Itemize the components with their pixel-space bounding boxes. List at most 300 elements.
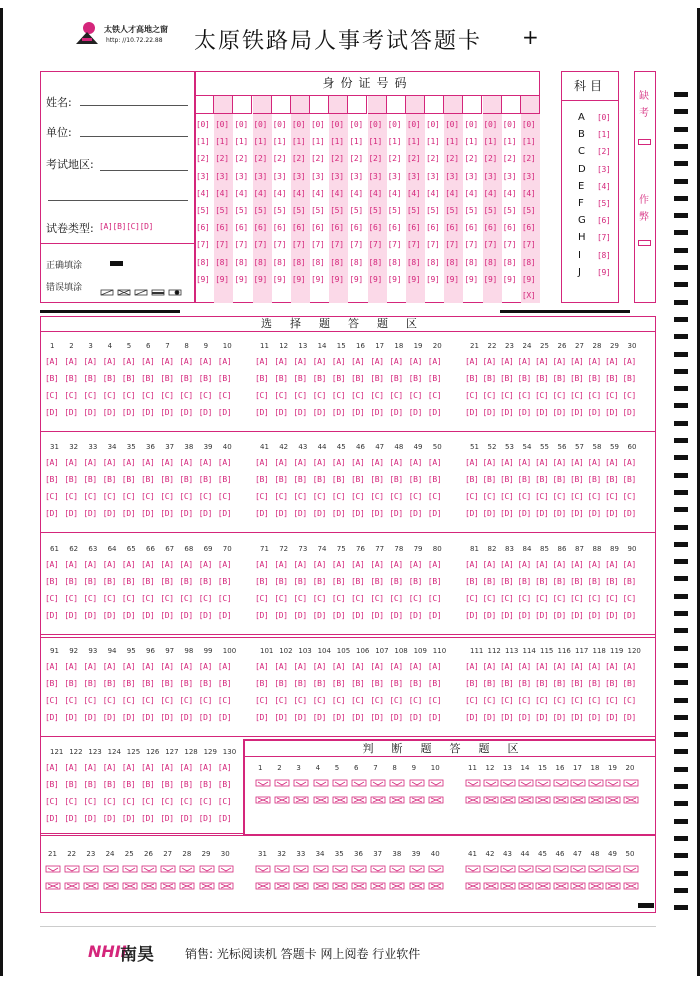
- choice-bubble[interactable]: [C]: [45, 696, 59, 705]
- judge-bubbles[interactable]: [332, 865, 348, 897]
- id-bubble[interactable]: [4]: [291, 188, 306, 198]
- choice-bubble[interactable]: [B]: [64, 780, 78, 789]
- choice-bubble[interactable]: [B]: [217, 374, 232, 383]
- subject-bubble[interactable]: [9]: [597, 267, 611, 277]
- choice-bubble[interactable]: [C]: [160, 696, 174, 705]
- id-bubble[interactable]: [9]: [349, 274, 363, 284]
- choice-bubble[interactable]: [B]: [587, 679, 602, 688]
- choice-bubble[interactable]: [A]: [121, 662, 136, 671]
- id-bubble[interactable]: [1]: [483, 137, 498, 147]
- choice-bubble[interactable]: [C]: [312, 492, 327, 501]
- choice-bubble[interactable]: [C]: [64, 797, 78, 806]
- choice-bubble[interactable]: [D]: [605, 611, 619, 620]
- id-bubble[interactable]: [9]: [406, 274, 421, 284]
- id-bubble[interactable]: [6]: [349, 223, 363, 233]
- id-bubble[interactable]: [4]: [406, 188, 421, 198]
- choice-bubble[interactable]: [A]: [331, 560, 346, 569]
- choice-bubble[interactable]: [B]: [389, 679, 403, 688]
- choice-bubble[interactable]: [B]: [121, 679, 136, 688]
- choice-bubble[interactable]: [A]: [622, 357, 637, 366]
- id-bubble[interactable]: [5]: [253, 206, 268, 215]
- choice-bubble[interactable]: [D]: [274, 509, 288, 518]
- choice-bubble[interactable]: [D]: [121, 408, 136, 417]
- choice-bubble[interactable]: [C]: [351, 391, 365, 400]
- choice-bubble[interactable]: [C]: [255, 696, 269, 705]
- id-bubble[interactable]: [7]: [234, 240, 248, 250]
- id-bubble[interactable]: [8]: [330, 257, 344, 267]
- judge-bubbles[interactable]: [623, 865, 639, 897]
- choice-bubble[interactable]: [D]: [160, 713, 174, 722]
- choice-bubble[interactable]: [B]: [370, 475, 384, 484]
- choice-bubble[interactable]: [C]: [517, 696, 532, 705]
- id-bubble[interactable]: [4]: [196, 188, 210, 198]
- choice-bubble[interactable]: [A]: [517, 357, 532, 366]
- choice-bubble[interactable]: [D]: [370, 509, 384, 518]
- choice-bubble[interactable]: [C]: [500, 594, 514, 603]
- choice-bubble[interactable]: [D]: [141, 611, 155, 620]
- choice-bubble[interactable]: [B]: [370, 679, 384, 688]
- id-digit-write-cell[interactable]: [463, 96, 482, 114]
- choice-bubble[interactable]: [A]: [217, 763, 232, 772]
- choice-bubble[interactable]: [B]: [293, 374, 307, 383]
- choice-bubble[interactable]: [A]: [570, 458, 584, 467]
- choice-bubble[interactable]: [B]: [517, 475, 532, 484]
- id-bubble[interactable]: [1]: [426, 137, 440, 147]
- id-bubble[interactable]: [0]: [445, 120, 459, 129]
- choice-bubble[interactable]: [B]: [331, 577, 346, 586]
- choice-bubble[interactable]: [A]: [198, 357, 213, 366]
- choice-bubble[interactable]: [A]: [312, 357, 327, 366]
- choice-bubble[interactable]: [C]: [217, 391, 232, 400]
- choice-bubble[interactable]: [D]: [160, 509, 174, 518]
- choice-bubble[interactable]: [D]: [408, 509, 423, 518]
- choice-bubble[interactable]: [A]: [482, 458, 497, 467]
- id-bubble[interactable]: [6]: [215, 223, 229, 233]
- choice-bubble[interactable]: [C]: [312, 696, 327, 705]
- id-bubble[interactable]: [7]: [349, 240, 363, 250]
- choice-bubble[interactable]: [D]: [482, 713, 497, 722]
- choice-bubble[interactable]: [A]: [160, 357, 174, 366]
- id-bubble[interactable]: [3]: [253, 171, 268, 181]
- choice-bubble[interactable]: [D]: [121, 611, 136, 620]
- choice-bubble[interactable]: [C]: [587, 492, 602, 501]
- choice-bubble[interactable]: [D]: [389, 713, 403, 722]
- choice-bubble[interactable]: [D]: [331, 611, 346, 620]
- choice-bubble[interactable]: [D]: [312, 509, 327, 518]
- choice-bubble[interactable]: [B]: [312, 577, 327, 586]
- id-bubble[interactable]: [1]: [330, 137, 344, 147]
- choice-bubble[interactable]: [C]: [408, 391, 423, 400]
- choice-bubble[interactable]: [D]: [312, 408, 327, 417]
- choice-bubble[interactable]: [B]: [274, 475, 288, 484]
- name-field[interactable]: [80, 105, 188, 106]
- choice-bubble[interactable]: [A]: [570, 357, 584, 366]
- choice-bubble[interactable]: [D]: [517, 611, 532, 620]
- choice-bubble[interactable]: [C]: [121, 391, 136, 400]
- choice-bubble[interactable]: [C]: [198, 696, 213, 705]
- id-bubble[interactable]: [6]: [291, 223, 306, 233]
- id-bubble[interactable]: [7]: [502, 240, 517, 250]
- judge-bubbles[interactable]: [141, 865, 157, 897]
- choice-bubble[interactable]: [A]: [121, 763, 136, 772]
- choice-bubble[interactable]: [A]: [552, 560, 567, 569]
- choice-bubble[interactable]: [B]: [408, 475, 423, 484]
- choice-bubble[interactable]: [D]: [427, 611, 442, 620]
- judge-bubbles[interactable]: [409, 779, 425, 811]
- id-bubble[interactable]: [2]: [445, 154, 459, 164]
- choice-bubble[interactable]: [A]: [517, 458, 532, 467]
- id-bubble[interactable]: [2]: [215, 154, 229, 164]
- choice-bubble[interactable]: [D]: [45, 509, 59, 518]
- choice-bubble[interactable]: [C]: [587, 696, 602, 705]
- subject-bubble[interactable]: [8]: [597, 250, 611, 260]
- choice-bubble[interactable]: [B]: [622, 577, 637, 586]
- choice-bubble[interactable]: [A]: [622, 560, 637, 569]
- choice-bubble[interactable]: [D]: [274, 713, 288, 722]
- judge-bubbles[interactable]: [605, 865, 621, 897]
- choice-bubble[interactable]: [B]: [45, 374, 59, 383]
- choice-bubble[interactable]: [A]: [83, 458, 97, 467]
- choice-bubble[interactable]: [D]: [500, 509, 514, 518]
- choice-bubble[interactable]: [D]: [102, 814, 117, 823]
- judge-bubbles[interactable]: [274, 779, 290, 811]
- judge-bubbles[interactable]: [199, 865, 215, 897]
- id-bubble[interactable]: [5]: [445, 206, 459, 215]
- choice-bubble[interactable]: [C]: [121, 492, 136, 501]
- choice-bubble[interactable]: [B]: [622, 475, 637, 484]
- id-bubble[interactable]: [1]: [387, 137, 402, 147]
- choice-bubble[interactable]: [C]: [102, 696, 117, 705]
- choice-bubble[interactable]: [C]: [121, 594, 136, 603]
- choice-bubble[interactable]: [C]: [198, 594, 213, 603]
- choice-bubble[interactable]: [A]: [160, 560, 174, 569]
- id-digit-write-cell[interactable]: [329, 96, 348, 114]
- choice-bubble[interactable]: [A]: [370, 458, 384, 467]
- choice-bubble[interactable]: [D]: [605, 713, 619, 722]
- choice-bubble[interactable]: [C]: [141, 391, 155, 400]
- choice-bubble[interactable]: [D]: [622, 509, 637, 518]
- choice-bubble[interactable]: [D]: [517, 713, 532, 722]
- subject-bubble[interactable]: [3]: [597, 164, 611, 174]
- choice-bubble[interactable]: [D]: [179, 814, 193, 823]
- choice-bubble[interactable]: [A]: [552, 458, 567, 467]
- id-bubble[interactable]: [0]: [234, 120, 248, 129]
- choice-bubble[interactable]: [C]: [408, 492, 423, 501]
- choice-bubble[interactable]: [C]: [622, 696, 637, 705]
- choice-bubble[interactable]: [D]: [370, 713, 384, 722]
- choice-bubble[interactable]: [A]: [293, 458, 307, 467]
- id-bubble[interactable]: [2]: [483, 154, 498, 164]
- id-bubble[interactable]: [6]: [272, 223, 287, 233]
- id-bubble[interactable]: [2]: [349, 154, 363, 164]
- choice-bubble[interactable]: [C]: [482, 492, 497, 501]
- id-bubble[interactable]: [9]: [387, 274, 402, 284]
- choice-bubble[interactable]: [D]: [389, 509, 403, 518]
- choice-bubble[interactable]: [B]: [622, 679, 637, 688]
- id-bubble[interactable]: [1]: [349, 137, 363, 147]
- choice-bubble[interactable]: [B]: [141, 780, 155, 789]
- id-bubble[interactable]: [4]: [426, 188, 440, 198]
- id-bubble[interactable]: [7]: [215, 240, 229, 250]
- choice-bubble[interactable]: [C]: [408, 696, 423, 705]
- id-bubble[interactable]: [9]: [234, 274, 248, 284]
- id-bubble[interactable]: [6]: [234, 223, 248, 233]
- id-bubble[interactable]: [1]: [445, 137, 459, 147]
- id-bubble[interactable]: [7]: [253, 240, 268, 250]
- choice-bubble[interactable]: [C]: [64, 391, 78, 400]
- choice-bubble[interactable]: [B]: [622, 374, 637, 383]
- choice-bubble[interactable]: [A]: [351, 662, 365, 671]
- id-bubble[interactable]: [1]: [196, 137, 210, 147]
- id-bubble[interactable]: [7]: [426, 240, 440, 250]
- choice-bubble[interactable]: [A]: [535, 458, 549, 467]
- choice-bubble[interactable]: [A]: [217, 357, 232, 366]
- choice-bubble[interactable]: [C]: [255, 594, 269, 603]
- choice-bubble[interactable]: [C]: [83, 391, 97, 400]
- choice-bubble[interactable]: [D]: [500, 408, 514, 417]
- choice-bubble[interactable]: [D]: [198, 509, 213, 518]
- choice-bubble[interactable]: [C]: [179, 797, 193, 806]
- choice-bubble[interactable]: [B]: [605, 475, 619, 484]
- choice-bubble[interactable]: [B]: [45, 780, 59, 789]
- choice-bubble[interactable]: [A]: [605, 662, 619, 671]
- choice-bubble[interactable]: [C]: [622, 391, 637, 400]
- choice-bubble[interactable]: [D]: [102, 509, 117, 518]
- choice-bubble[interactable]: [A]: [293, 662, 307, 671]
- id-bubble[interactable]: [8]: [311, 257, 325, 267]
- judge-bubbles[interactable]: [465, 779, 481, 811]
- choice-bubble[interactable]: [A]: [370, 560, 384, 569]
- choice-bubble[interactable]: [D]: [179, 509, 193, 518]
- judge-bubbles[interactable]: [255, 779, 271, 811]
- id-bubble[interactable]: [6]: [330, 223, 344, 233]
- choice-bubble[interactable]: [A]: [274, 662, 288, 671]
- judge-bubbles[interactable]: [518, 779, 534, 811]
- id-bubble[interactable]: [2]: [291, 154, 306, 164]
- choice-bubble[interactable]: [C]: [179, 594, 193, 603]
- choice-bubble[interactable]: [C]: [141, 797, 155, 806]
- id-bubble[interactable]: [5]: [196, 206, 210, 215]
- choice-bubble[interactable]: [C]: [535, 594, 549, 603]
- id-bubble[interactable]: [7]: [272, 240, 287, 250]
- choice-bubble[interactable]: [A]: [141, 357, 155, 366]
- judge-bubbles[interactable]: [553, 865, 569, 897]
- id-digit-write-cell[interactable]: [406, 96, 425, 114]
- choice-bubble[interactable]: [C]: [370, 391, 384, 400]
- choice-bubble[interactable]: [C]: [408, 594, 423, 603]
- choice-bubble[interactable]: [B]: [83, 475, 97, 484]
- judge-bubbles[interactable]: [370, 779, 386, 811]
- choice-bubble[interactable]: [B]: [83, 679, 97, 688]
- choice-bubble[interactable]: [A]: [179, 458, 193, 467]
- choice-bubble[interactable]: [A]: [331, 662, 346, 671]
- choice-bubble[interactable]: [C]: [570, 391, 584, 400]
- id-bubble[interactable]: [3]: [445, 171, 459, 181]
- id-bubble[interactable]: [9]: [215, 274, 229, 284]
- choice-bubble[interactable]: [B]: [465, 374, 479, 383]
- choice-bubble[interactable]: [A]: [570, 662, 584, 671]
- choice-bubble[interactable]: [A]: [160, 763, 174, 772]
- id-bubble[interactable]: [8]: [426, 257, 440, 267]
- choice-bubble[interactable]: [A]: [217, 662, 232, 671]
- choice-bubble[interactable]: [D]: [45, 611, 59, 620]
- id-bubble[interactable]: [9]: [483, 274, 498, 284]
- subject-bubble[interactable]: [5]: [597, 199, 611, 208]
- choice-bubble[interactable]: [C]: [427, 492, 442, 501]
- choice-bubble[interactable]: [B]: [517, 679, 532, 688]
- choice-bubble[interactable]: [C]: [552, 696, 567, 705]
- choice-bubble[interactable]: [A]: [517, 560, 532, 569]
- choice-bubble[interactable]: [B]: [83, 577, 97, 586]
- judge-bubbles[interactable]: [570, 865, 586, 897]
- choice-bubble[interactable]: [B]: [45, 577, 59, 586]
- choice-bubble[interactable]: [A]: [427, 357, 442, 366]
- id-bubble[interactable]: [4]: [311, 188, 325, 198]
- id-digit-write-cell[interactable]: [253, 96, 272, 114]
- judge-bubbles[interactable]: [83, 865, 99, 897]
- choice-bubble[interactable]: [C]: [389, 696, 403, 705]
- choice-bubble[interactable]: [D]: [465, 408, 479, 417]
- id-bubble[interactable]: [3]: [272, 171, 287, 181]
- choice-bubble[interactable]: [B]: [102, 475, 117, 484]
- choice-bubble[interactable]: [A]: [64, 763, 78, 772]
- choice-bubble[interactable]: [C]: [351, 696, 365, 705]
- judge-bubbles[interactable]: [409, 865, 425, 897]
- choice-bubble[interactable]: [B]: [500, 577, 514, 586]
- judge-bubbles[interactable]: [64, 865, 80, 897]
- choice-bubble[interactable]: [D]: [141, 408, 155, 417]
- judge-bubbles[interactable]: [370, 865, 386, 897]
- choice-bubble[interactable]: [D]: [179, 408, 193, 417]
- choice-bubble[interactable]: [D]: [179, 611, 193, 620]
- choice-bubble[interactable]: [A]: [331, 357, 346, 366]
- choice-bubble[interactable]: [A]: [622, 662, 637, 671]
- choice-bubble[interactable]: [D]: [587, 713, 602, 722]
- id-number-grid[interactable]: [195, 96, 540, 303]
- choice-bubble[interactable]: [D]: [83, 814, 97, 823]
- choice-bubble[interactable]: [D]: [121, 713, 136, 722]
- choice-bubble[interactable]: [D]: [121, 814, 136, 823]
- id-bubble[interactable]: [3]: [521, 171, 536, 181]
- choice-bubble[interactable]: [B]: [408, 374, 423, 383]
- choice-bubble[interactable]: [A]: [274, 560, 288, 569]
- id-bubble[interactable]: [1]: [521, 137, 536, 147]
- id-bubble[interactable]: [9]: [291, 274, 306, 284]
- id-bubble[interactable]: [8]: [196, 257, 210, 267]
- id-bubble[interactable]: [7]: [521, 240, 536, 250]
- id-digit-write-cell[interactable]: [291, 96, 310, 114]
- id-bubble[interactable]: [3]: [426, 171, 440, 181]
- id-bubble[interactable]: [7]: [406, 240, 421, 250]
- choice-bubble[interactable]: [C]: [312, 391, 327, 400]
- judge-bubbles[interactable]: [483, 865, 499, 897]
- choice-bubble[interactable]: [B]: [255, 679, 269, 688]
- id-bubble[interactable]: [6]: [464, 223, 478, 233]
- choice-bubble[interactable]: [B]: [535, 577, 549, 586]
- choice-bubble[interactable]: [B]: [500, 475, 514, 484]
- choice-bubble[interactable]: [A]: [465, 662, 479, 671]
- choice-bubble[interactable]: [A]: [141, 458, 155, 467]
- id-digit-write-cell[interactable]: [195, 96, 214, 114]
- choice-bubble[interactable]: [D]: [198, 713, 213, 722]
- choice-bubble[interactable]: [B]: [331, 679, 346, 688]
- choice-bubble[interactable]: [A]: [141, 560, 155, 569]
- choice-bubble[interactable]: [A]: [427, 560, 442, 569]
- choice-bubble[interactable]: [C]: [605, 594, 619, 603]
- choice-bubble[interactable]: [A]: [482, 357, 497, 366]
- choice-bubble[interactable]: [A]: [198, 458, 213, 467]
- choice-bubble[interactable]: [B]: [64, 577, 78, 586]
- choice-bubble[interactable]: [D]: [389, 408, 403, 417]
- choice-bubble[interactable]: [A]: [198, 560, 213, 569]
- choice-bubble[interactable]: [B]: [217, 475, 232, 484]
- id-bubble[interactable]: [5]: [272, 206, 287, 215]
- choice-bubble[interactable]: [C]: [389, 391, 403, 400]
- id-bubble[interactable]: [4]: [502, 188, 517, 198]
- choice-bubble[interactable]: [C]: [552, 492, 567, 501]
- choice-bubble[interactable]: [A]: [351, 560, 365, 569]
- id-bubble[interactable]: [5]: [349, 206, 363, 215]
- subject-bubble[interactable]: [0]: [597, 113, 611, 122]
- id-digit-write-cell[interactable]: [521, 96, 540, 114]
- id-bubble[interactable]: [3]: [234, 171, 248, 181]
- choice-bubble[interactable]: [C]: [605, 492, 619, 501]
- choice-bubble[interactable]: [D]: [465, 713, 479, 722]
- choice-bubble[interactable]: [B]: [605, 679, 619, 688]
- choice-bubble[interactable]: [D]: [293, 713, 307, 722]
- choice-bubble[interactable]: [B]: [427, 374, 442, 383]
- id-bubble[interactable]: [9]: [368, 274, 383, 284]
- unit-field[interactable]: [80, 136, 188, 137]
- choice-bubble[interactable]: [C]: [535, 492, 549, 501]
- id-bubble[interactable]: [9]: [445, 274, 459, 284]
- id-digit-write-cell[interactable]: [310, 96, 329, 114]
- id-bubble[interactable]: [3]: [464, 171, 478, 181]
- choice-bubble[interactable]: [B]: [351, 679, 365, 688]
- choice-bubble[interactable]: [A]: [605, 357, 619, 366]
- choice-bubble[interactable]: [B]: [160, 780, 174, 789]
- choice-bubble[interactable]: [B]: [465, 475, 479, 484]
- id-bubble[interactable]: [8]: [349, 257, 363, 267]
- choice-bubble[interactable]: [B]: [370, 577, 384, 586]
- judge-bubbles[interactable]: [535, 779, 551, 811]
- choice-bubble[interactable]: [C]: [482, 696, 497, 705]
- choice-bubble[interactable]: [B]: [102, 374, 117, 383]
- choice-bubble[interactable]: [C]: [312, 594, 327, 603]
- cheat-bubble[interactable]: [638, 240, 651, 246]
- id-bubble[interactable]: [8]: [521, 257, 536, 267]
- choice-bubble[interactable]: [B]: [331, 475, 346, 484]
- choice-bubble[interactable]: [C]: [45, 797, 59, 806]
- id-bubble[interactable]: [1]: [368, 137, 383, 147]
- choice-bubble[interactable]: [D]: [351, 408, 365, 417]
- choice-bubble[interactable]: [A]: [500, 458, 514, 467]
- choice-bubble[interactable]: [B]: [351, 577, 365, 586]
- id-bubble[interactable]: [2]: [387, 154, 402, 164]
- choice-bubble[interactable]: [A]: [274, 458, 288, 467]
- choice-bubble[interactable]: [D]: [331, 408, 346, 417]
- choice-bubble[interactable]: [B]: [535, 475, 549, 484]
- choice-bubble[interactable]: [A]: [255, 662, 269, 671]
- choice-bubble[interactable]: [A]: [517, 662, 532, 671]
- judge-bubbles[interactable]: [389, 865, 405, 897]
- choice-bubble[interactable]: [D]: [102, 713, 117, 722]
- choice-bubble[interactable]: [D]: [293, 408, 307, 417]
- choice-bubble[interactable]: [C]: [64, 594, 78, 603]
- judge-bubbles[interactable]: [332, 779, 348, 811]
- choice-bubble[interactable]: [A]: [389, 357, 403, 366]
- choice-bubble[interactable]: [B]: [408, 679, 423, 688]
